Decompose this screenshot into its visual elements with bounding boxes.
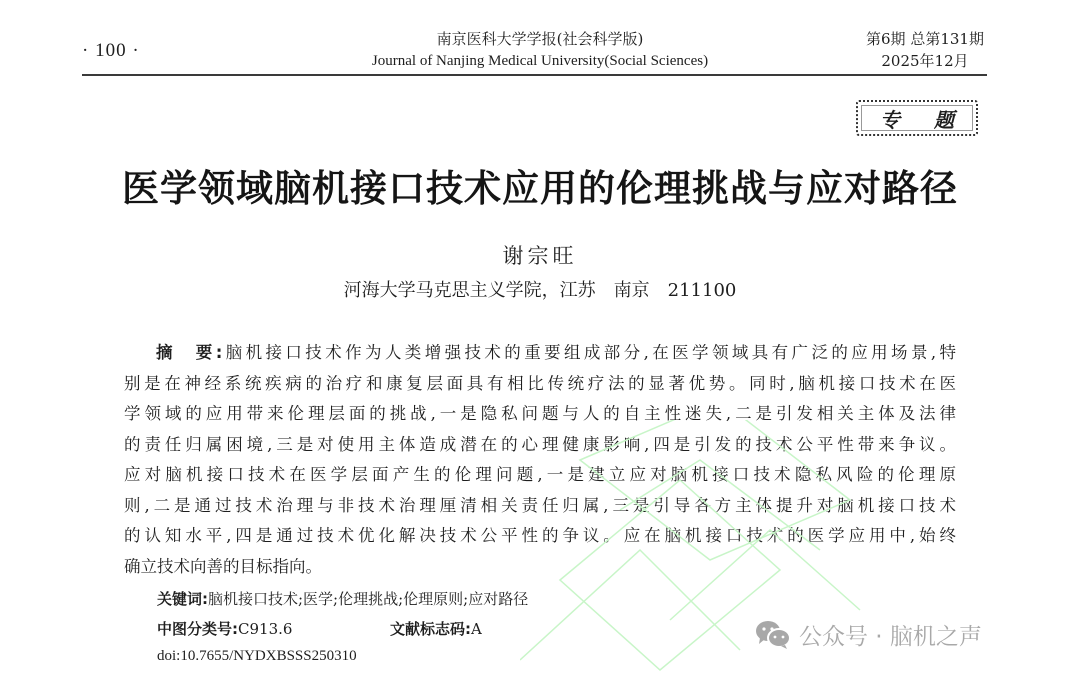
wechat-watermark	[755, 618, 982, 651]
article-author: 谢宗旺	[502, 244, 578, 268]
document-code-label: 文献标志码:	[390, 620, 471, 638]
issue-number: 第6期 总第131期	[866, 30, 984, 48]
issue-date: 2025年12月	[881, 52, 969, 70]
journal-name-en: Journal of Nanjing Medical University(Social Sciences)	[371, 53, 709, 69]
abstract-line: 别是在神经系统疾病的治疗和康复层面具有相比传统疗法的显著优势。同时,脑机接口技术在医	[124, 373, 956, 393]
keywords-label: 关键词:	[157, 590, 208, 608]
abstract-line: 的责任归属困境,三是对使用主体造成潜在的心理健康影响,四是引发的技术公平性带来争议。	[124, 434, 956, 454]
wechat-watermark-text: 公众号 · 脑机之声	[799, 624, 982, 650]
document-code	[390, 618, 482, 639]
author-affiliation: 河海大学马克思主义学院，江苏 南京 211100	[343, 280, 737, 301]
badge-char-left: 专	[880, 107, 900, 132]
classification-label: 中图分类号:	[157, 620, 238, 638]
article-title: 医学领域脑机接口技术应用的伦理挑战与应对路径	[122, 167, 958, 210]
journal-header	[340, 28, 740, 72]
keywords	[157, 588, 528, 609]
abstract-line: 摘 要:脑机接口技术作为人类增强技术的重要组成部分,在医学领域具有广泛的应用场景,特	[156, 343, 956, 362]
issue-info	[860, 28, 990, 72]
header-rule	[82, 74, 987, 76]
wechat-icon	[755, 620, 791, 650]
abstract-line: 的认知水平,四是通过技术优化解决技术公平性的争议。应在脑机接口技术的医学应用中,始终	[124, 526, 956, 545]
badge-char-right: 题	[934, 107, 954, 132]
journal-name-cn: 南京医科大学学报(社会科学版)	[436, 30, 644, 48]
special-topic-badge	[856, 100, 978, 136]
classification-number	[157, 618, 292, 639]
abstract-label: 摘 要:	[156, 343, 223, 362]
abstract-line: 确立技术向善的目标指向。	[124, 556, 322, 576]
abstract-line: 学领域的应用带来伦理层面的挑战,一是隐私问题与人的自主性迷失,二是引发相关主体及法律	[124, 404, 956, 423]
page-number: · 100 ·	[82, 40, 140, 61]
abstract	[124, 338, 956, 582]
doi: doi:10.7655/NYDXBSSS250310	[157, 648, 357, 664]
document-code-value: A	[471, 620, 482, 638]
abstract-line: 应对脑机接口技术在医学层面产生的伦理问题,一是建立应对脑机接口技术隐私风险的伦理原	[124, 465, 956, 484]
classification-value: C913.6	[238, 620, 293, 638]
abstract-line: 则,二是通过技术治理与非技术治理厘清相关责任归属,三是引导各方主体提升对脑机接口技术	[124, 495, 956, 515]
keywords-value: 脑机接口技术;医学;伦理挑战;伦理原则;应对路径	[208, 590, 529, 608]
